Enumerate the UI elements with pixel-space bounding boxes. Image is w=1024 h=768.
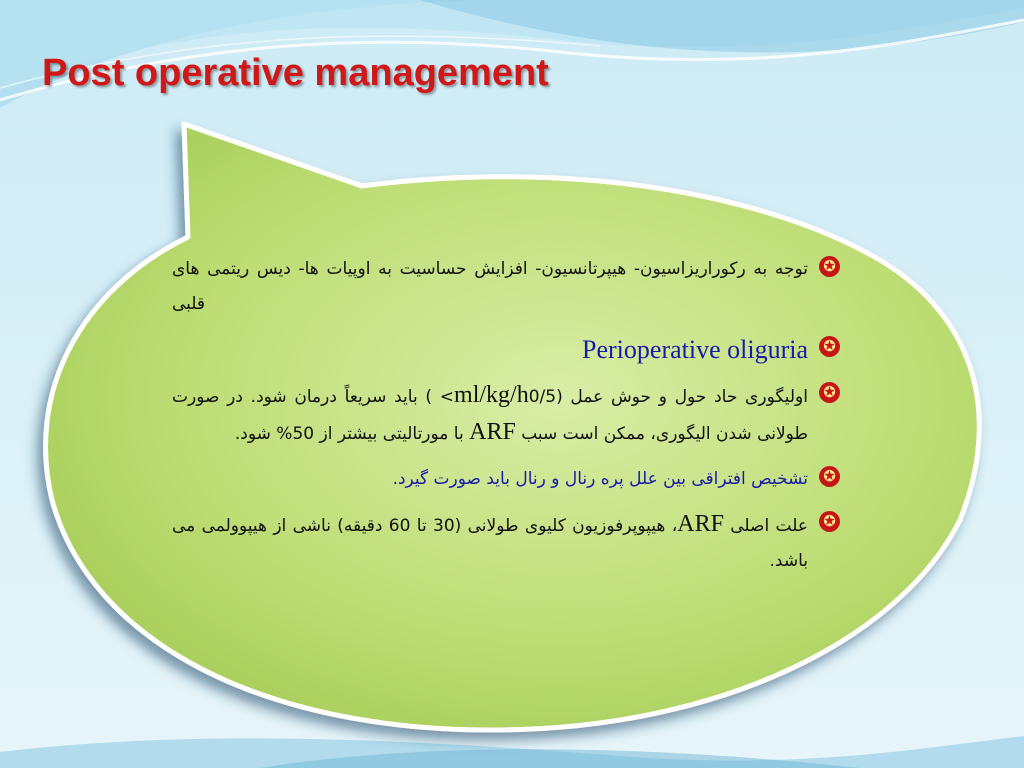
star-icon: ✪ bbox=[819, 336, 840, 357]
star-icon: ✪ bbox=[819, 382, 840, 403]
bullet-item bbox=[172, 507, 840, 579]
bullet-text: توجه به رکوراریزاسیون- هیپرتانسیون- افزایش حساسیت به اوپیات ها- دیس ریتمی های قلبی bbox=[172, 259, 808, 314]
slide-title: Post operative management bbox=[42, 52, 549, 94]
bullet-text: Perioperative oliguria bbox=[582, 335, 808, 364]
bullet-item bbox=[172, 252, 840, 322]
bullet-text: علت اصلی ARF، هیپوپرفوزیون کلیوی طولانی (30 تا 60 دقیقه) ناشی از هیپوولمی می باشد. bbox=[172, 511, 809, 571]
bullet-item bbox=[172, 332, 840, 368]
bullet-item bbox=[172, 378, 840, 452]
bullet-list bbox=[172, 252, 840, 589]
bullet-item bbox=[172, 462, 840, 497]
bullet-text: اولیگوری حاد حول و حوش عمل (ml/kg/h0/5> ) باید سریعاً درمان شود. در صورت طولانی شدن الیگوری، ممکن است سبب ARF با مورتالیتی بیشتر از 50% شود. bbox=[172, 382, 808, 445]
star-icon: ✪ bbox=[819, 256, 840, 277]
star-icon: ✪ bbox=[819, 511, 840, 532]
bullet-text: تشخیص افتراقی بین علل پره رنال و رنال باید صورت گیرد. bbox=[392, 469, 808, 489]
star-icon: ✪ bbox=[819, 466, 840, 487]
